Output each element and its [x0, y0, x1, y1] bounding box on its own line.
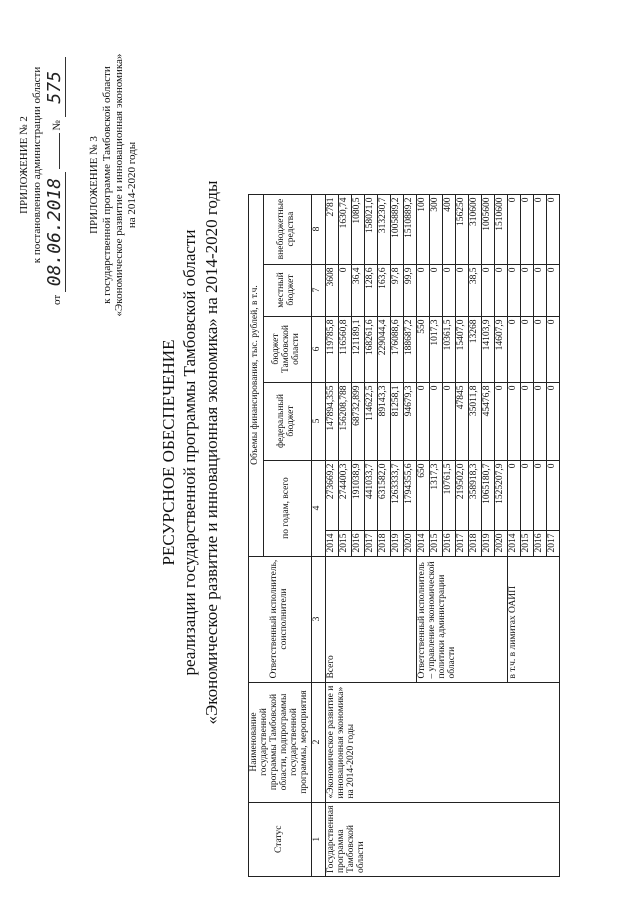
- handwritten-date: 08.06.2018: [44, 172, 66, 292]
- federal-cell: 45476,8: [481, 382, 494, 460]
- local-cell: 97,8: [390, 264, 403, 316]
- total-cell: 10761,5: [442, 460, 455, 530]
- index-row: [311, 194, 325, 876]
- federal-cell: 147894,355: [325, 382, 338, 460]
- regional-cell: 0: [520, 316, 533, 382]
- header-name: Наименование государственной программы Тамбовской области, подпрограммы государственной программы, мероприятия: [249, 682, 312, 802]
- executor-cell: Всего: [325, 556, 416, 682]
- resource-table: [248, 194, 560, 877]
- total-cell: 631582,0: [377, 460, 390, 530]
- local-cell: 163,6: [377, 264, 390, 316]
- extra-cell: 1510600: [494, 194, 507, 264]
- local-cell: 0: [546, 264, 559, 316]
- header-executor: Ответственный исполнитель, соисполнители: [249, 556, 312, 682]
- federal-cell: 0: [533, 382, 546, 460]
- extra-cell: 1510889,2: [403, 194, 416, 264]
- regional-cell: 121189,1: [351, 316, 364, 382]
- year-cell: 2020: [403, 530, 416, 556]
- header-local: местный бюджет: [263, 264, 311, 316]
- total-cell: 273669,2: [325, 460, 338, 530]
- year-cell: 2017: [546, 530, 559, 556]
- title-line3: «Экономическое развитие и инновационная экономика» на 2014-2020 годы: [201, 180, 221, 725]
- extra-cell: 2781: [325, 194, 338, 264]
- total-cell: 1525207,9: [494, 460, 507, 530]
- total-cell: 441033,7: [364, 460, 377, 530]
- local-cell: 128,6: [364, 264, 377, 316]
- year-cell: 2016: [442, 530, 455, 556]
- year-cell: 2015: [520, 530, 533, 556]
- index-cell: 5: [311, 382, 325, 460]
- extra-cell: 400: [442, 194, 455, 264]
- extra-cell: 158021,0: [364, 194, 377, 264]
- extra-cell: 1005889,2: [390, 194, 403, 264]
- total-cell: 191038,9: [351, 460, 364, 530]
- index-cell: 3: [311, 556, 325, 682]
- from-prefix: от: [51, 294, 63, 305]
- federal-cell: 0: [442, 382, 455, 460]
- regional-cell: 550: [416, 316, 429, 382]
- local-cell: 38,5: [468, 264, 481, 316]
- header-status: Статус: [249, 802, 312, 876]
- regional-cell: 14103,9: [481, 316, 494, 382]
- sub-appendix-line3: «Экономическое развитие и инновационная экономика»: [113, 53, 126, 317]
- appendix-date-line: [44, 25, 66, 305]
- local-cell: 0: [507, 264, 520, 316]
- regional-cell: 14607,9: [494, 316, 507, 382]
- total-cell: 1065180,7: [481, 460, 494, 530]
- local-cell: 0: [494, 264, 507, 316]
- regional-cell: 176088,6: [390, 316, 403, 382]
- local-cell: 36,4: [351, 264, 364, 316]
- federal-cell: 68732,899: [351, 382, 364, 460]
- regional-cell: 119785,8: [325, 316, 338, 382]
- federal-cell: 81258,1: [390, 382, 403, 460]
- regional-cell: 13268: [468, 316, 481, 382]
- appendix-label: ПРИЛОЖЕНИЕ № 2: [18, 116, 30, 214]
- extra-cell: 1080,5: [351, 194, 364, 264]
- index-cell: 7: [311, 264, 325, 316]
- index-cell: 4: [311, 460, 325, 556]
- total-cell: 1263333,7: [390, 460, 403, 530]
- federal-cell: 156208,788: [338, 382, 351, 460]
- extra-cell: 156250: [455, 194, 468, 264]
- total-cell: 1317,3: [429, 460, 442, 530]
- federal-cell: 114622,5: [364, 382, 377, 460]
- handwritten-number: 575: [44, 57, 66, 117]
- extra-cell: 313230,7: [377, 194, 390, 264]
- local-cell: 0: [416, 264, 429, 316]
- header-funding: Объемы финансирования, тыс. рублей, в т.ч.: [249, 194, 264, 556]
- regional-cell: 168261,6: [364, 316, 377, 382]
- sub-appendix-line4: на 2014-2020 годы: [125, 141, 138, 229]
- extra-cell: 1630,74: [338, 194, 351, 264]
- local-cell: 0: [455, 264, 468, 316]
- local-cell: 99,9: [403, 264, 416, 316]
- total-cell: 274400,3: [338, 460, 351, 530]
- index-cell: 1: [311, 802, 325, 876]
- regional-cell: 10361,5: [442, 316, 455, 382]
- local-cell: 0: [533, 264, 546, 316]
- total-cell: 1794355,6: [403, 460, 416, 530]
- title-line2: реализации государственной программы Тамбовской области: [180, 229, 200, 676]
- document-title: [158, 0, 222, 905]
- status-cell: Государственная программа Тамбовской области: [325, 802, 559, 876]
- year-cell: 2019: [481, 530, 494, 556]
- regional-cell: 0: [507, 316, 520, 382]
- extra-cell: 100: [416, 194, 429, 264]
- sub-appendix-line2: к государственной программе Тамбовской области: [100, 66, 113, 304]
- federal-cell: 94679,3: [403, 382, 416, 460]
- federal-cell: 89143,3: [377, 382, 390, 460]
- year-cell: 2015: [429, 530, 442, 556]
- program-name-cell: «Экономическое развитие и инновационная экономика» на 2014-2020 годы: [325, 682, 559, 802]
- federal-cell: 47845: [455, 382, 468, 460]
- index-cell: 8: [311, 194, 325, 264]
- index-cell: 2: [311, 682, 325, 802]
- extra-cell: 310600: [468, 194, 481, 264]
- extra-cell: 0: [520, 194, 533, 264]
- local-cell: 0: [429, 264, 442, 316]
- regional-cell: 0: [533, 316, 546, 382]
- year-cell: 2017: [364, 530, 377, 556]
- year-cell: 2017: [455, 530, 468, 556]
- header-regional: бюджет Тамбовской области: [263, 316, 311, 382]
- header-federal: федеральный бюджет: [263, 382, 311, 460]
- sub-appendix-label: ПРИЛОЖЕНИЕ № 3: [88, 136, 100, 234]
- header-by-years: по годам, всего: [263, 460, 311, 556]
- federal-cell: 0: [494, 382, 507, 460]
- regional-cell: 188687,2: [403, 316, 416, 382]
- regional-cell: 229044,4: [377, 316, 390, 382]
- federal-cell: 0: [429, 382, 442, 460]
- federal-cell: 0: [520, 382, 533, 460]
- extra-cell: 0: [533, 194, 546, 264]
- federal-cell: 0: [416, 382, 429, 460]
- federal-cell: 35011,8: [468, 382, 481, 460]
- regional-cell: 0: [546, 316, 559, 382]
- year-cell: 2018: [468, 530, 481, 556]
- total-cell: 0: [520, 460, 533, 530]
- header-extra: внебюджетные средства: [263, 194, 311, 264]
- year-cell: 2020: [494, 530, 507, 556]
- title-line1: РЕСУРСНОЕ ОБЕСПЕЧЕНИЕ: [159, 339, 178, 566]
- index-cell: 6: [311, 316, 325, 382]
- executor-cell: Ответственный исполнитель – управление экономической политики администрации области: [416, 556, 507, 682]
- local-cell: 0: [481, 264, 494, 316]
- total-cell: 0: [507, 460, 520, 530]
- extra-cell: 300: [429, 194, 442, 264]
- regional-cell: 15407,0: [455, 316, 468, 382]
- executor-cell: в т.ч. в лимитах ОАИП: [507, 556, 559, 682]
- year-cell: 2016: [533, 530, 546, 556]
- year-cell: 2014: [325, 530, 338, 556]
- total-cell: 219502,0: [455, 460, 468, 530]
- federal-cell: 0: [507, 382, 520, 460]
- regional-cell: 1017,3: [429, 316, 442, 382]
- federal-cell: 0: [546, 382, 559, 460]
- local-cell: 0: [338, 264, 351, 316]
- extra-cell: 0: [546, 194, 559, 264]
- year-cell: 2019: [390, 530, 403, 556]
- year-cell: 2014: [507, 530, 520, 556]
- total-cell: 358918,3: [468, 460, 481, 530]
- sub-appendix-block: [88, 25, 139, 345]
- year-cell: 2016: [351, 530, 364, 556]
- local-cell: 0: [442, 264, 455, 316]
- total-cell: 0: [533, 460, 546, 530]
- appendix-resolution-line: к постановлению администрации области: [30, 66, 43, 264]
- year-cell: 2018: [377, 530, 390, 556]
- year-cell: 2015: [338, 530, 351, 556]
- year-cell: 2014: [416, 530, 429, 556]
- number-prefix: №: [51, 120, 63, 131]
- table-body: [325, 194, 559, 876]
- extra-cell: 1005600: [481, 194, 494, 264]
- total-cell: 650: [416, 460, 429, 530]
- table-row: [325, 194, 338, 876]
- appendix-block: [18, 25, 43, 305]
- total-cell: 0: [546, 460, 559, 530]
- local-cell: 0: [520, 264, 533, 316]
- local-cell: 3608: [325, 264, 338, 316]
- regional-cell: 116560,8: [338, 316, 351, 382]
- extra-cell: 0: [507, 194, 520, 264]
